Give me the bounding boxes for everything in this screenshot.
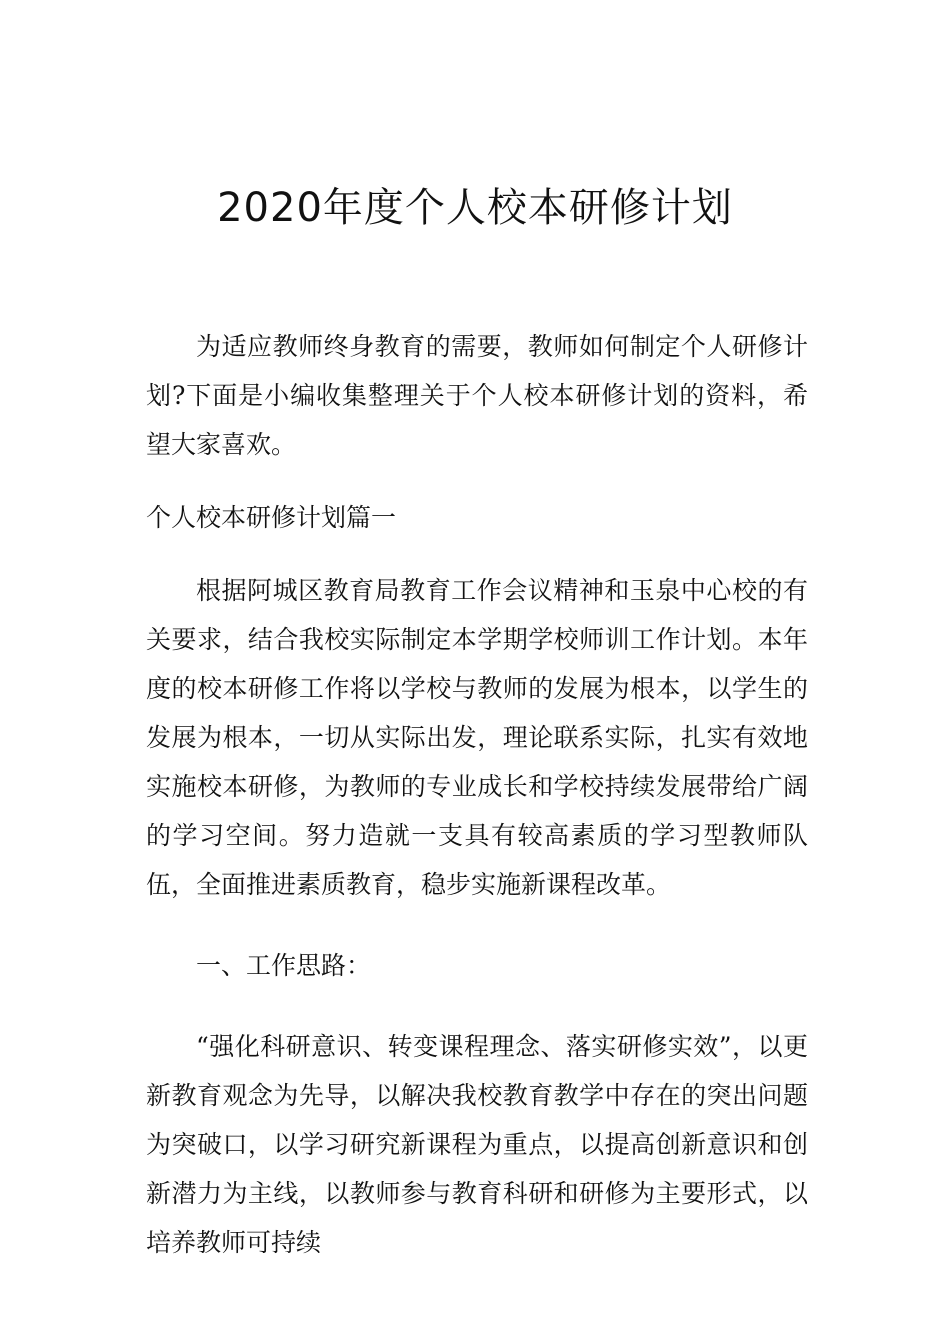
paragraph-2: “强化科研意识、转变课程理念、落实研修实效”，以更新教育观念为先导，以解决我校教育教学中存在的突出问题为突破口，以学习研究新课程为重点，以提高创新意识和创新潜力为主线，以教师参与教育科研和研修为主要形式，以培养教师可持续 — [146, 1032, 808, 1257]
intro-paragraph: 为适应教师终身教育的需要，教师如何制定个人研修计划?下面是小编收集整理关于个人校本研修计划的资料，希望大家喜欢。 — [146, 332, 808, 459]
section-heading: 个人校本研修计划篇一 — [146, 503, 397, 532]
subheading-work-ideas: 一、工作思路： — [196, 951, 372, 980]
paragraph-1: 根据阿城区教育局教育工作会议精神和玉泉中心校的有关要求，结合我校实际制定本学期学校师训工作计划。本年度的校本研修工作将以学校与教师的发展为根本，以学生的发展为根本，一切从实际出发，理论联系实际，扎实有效地实施校本研修，为教师的专业成长和学校持续发展带给广阔的学习空间。努力造就一支具有较高素质的学习型教师队伍，全面推进素质教育，稳步实施新课程改革。 — [146, 576, 808, 899]
document-body — [146, 322, 808, 1267]
document-title: 2020年度个人校本研修计划 — [217, 185, 733, 231]
